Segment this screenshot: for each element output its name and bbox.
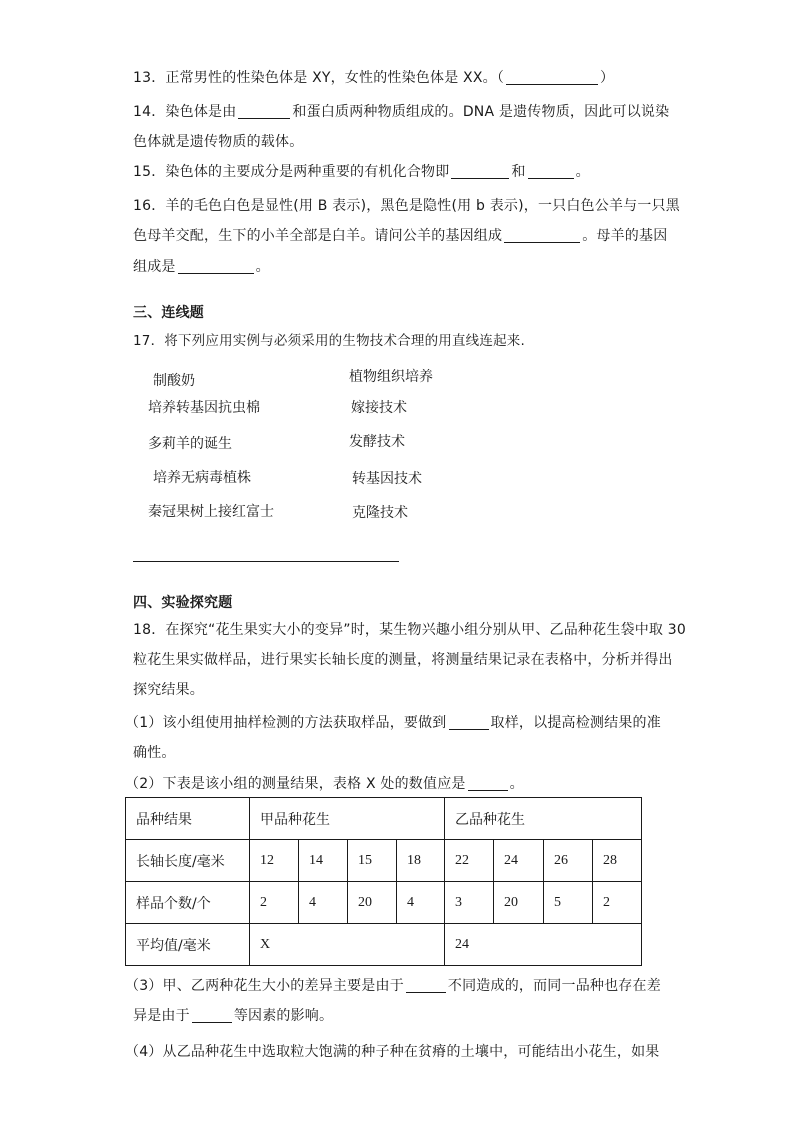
q14-text-b: 和蛋白质两种物质组成的。DNA 是遗传物质，因此可以说染 (292, 104, 670, 120)
match-left-item[interactable]: 制酸奶 (153, 373, 195, 389)
match-left-item[interactable]: 培养转基因抗虫棉 (148, 400, 260, 416)
q16-text-c: 组成是 (133, 259, 176, 275)
section-divider (133, 561, 399, 562)
table-cell: 28 (593, 840, 642, 882)
q15-answer-blank-1[interactable] (451, 164, 509, 179)
table-cell: 20 (494, 882, 544, 924)
table-cell-yi-average: 24 (445, 924, 642, 966)
table-cell: 3 (445, 882, 494, 924)
table-cell: 20 (348, 882, 397, 924)
q14-text-a: 14．染色体是由 (133, 104, 237, 120)
table-cell: 12 (250, 840, 299, 882)
table-row-label: 样品个数/个 (126, 882, 250, 924)
match-right-item[interactable]: 嫁接技术 (351, 400, 407, 416)
question-18-part3-line2 (133, 1005, 333, 1025)
table-cell: 5 (544, 882, 593, 924)
q13-text: 13．正常男性的性染色体是 XY，女性的性染色体是 XX。（ (133, 70, 505, 86)
section-title-experiment: 四、实验探究题 (133, 595, 233, 611)
q16-answer-blank-1[interactable] (504, 228, 580, 243)
question-15 (133, 161, 590, 181)
q16-text-d: 。 (255, 259, 270, 275)
table-cell: 26 (544, 840, 593, 882)
table-cell: 15 (348, 840, 397, 882)
match-left-item[interactable]: 培养无病毒植株 (153, 470, 251, 486)
section-title-matching: 三、连线题 (133, 305, 204, 321)
question-14-line2: 色体就是遗传物质的载体。 (133, 134, 304, 150)
question-18-part3 (125, 975, 661, 995)
q16-answer-blank-2[interactable] (178, 259, 254, 274)
q16-text-a: 色母羊交配，生下的小羊全部是白羊。请问公羊的基因组成 (133, 228, 503, 244)
table-row-length (126, 840, 642, 882)
match-left-item[interactable]: 多莉羊的诞生 (148, 436, 232, 452)
match-right-item[interactable]: 转基因技术 (352, 471, 422, 487)
q15-text-c: 。 (575, 164, 590, 180)
q18-p1-text-a: （1）该小组使用抽样检测的方法获取样品，要做到 (125, 715, 447, 731)
question-16-line1: 16．羊的毛色白色是显性(用 B 表示)，黑色是隐性(用 b 表示)，一只白色公羊与一只黑 (133, 198, 680, 214)
q13-end: ） (600, 70, 615, 86)
question-18-part2 (125, 773, 524, 793)
table-header-row (126, 798, 642, 840)
q15-text-a: 15．染色体的主要成分是两种重要的有机化合物即 (133, 164, 450, 180)
table-row-label: 长轴长度/毫米 (126, 840, 250, 882)
q13-answer-blank[interactable] (506, 70, 598, 85)
question-18-intro-line1: 18．在探究“花生果实大小的变异”时，某生物兴趣小组分别从甲、乙品种花生袋中取 30 (133, 622, 686, 638)
question-18-part1-line2: 确性。 (133, 745, 176, 761)
question-16-line2 (133, 225, 667, 245)
table-cell: 18 (397, 840, 445, 882)
q18-p3-answer-blank-1[interactable] (406, 978, 446, 993)
q18-p1-answer-blank[interactable] (449, 715, 489, 730)
table-header-cell: 甲品种花生 (250, 798, 445, 840)
question-14-line1 (133, 101, 669, 121)
table-cell: 24 (494, 840, 544, 882)
table-cell-jia-average: X (250, 924, 445, 966)
table-row-count (126, 882, 642, 924)
table-cell: 14 (299, 840, 348, 882)
match-right-item[interactable]: 植物组织培养 (349, 369, 433, 385)
question-18-part4: （4）从乙品种花生中选取粒大饱满的种子种在贫瘠的土壤中，可能结出小花生，如果 (125, 1044, 660, 1060)
table-row-label: 平均值/毫米 (126, 924, 250, 966)
q18-p3-text-c: 异是由于 (133, 1008, 190, 1024)
q18-p2-text-b: 。 (509, 776, 524, 792)
table-row-average (126, 924, 642, 966)
table-cell: 4 (397, 882, 445, 924)
q14-answer-blank[interactable] (238, 104, 290, 119)
table-cell: 2 (593, 882, 642, 924)
q18-p3-answer-blank-2[interactable] (192, 1008, 232, 1023)
q18-p3-text-d: 等因素的影响。 (233, 1008, 334, 1024)
results-table (125, 797, 642, 966)
question-16-line3 (133, 256, 270, 276)
q15-answer-blank-2[interactable] (528, 164, 574, 179)
question-18-intro-line3: 探究结果。 (133, 682, 204, 698)
question-18-part1 (125, 712, 661, 732)
q15-text-b: 和 (511, 164, 526, 180)
q18-p2-text-a: （2）下表是该小组的测量结果，表格 X 处的数值应是 (125, 776, 466, 792)
table-header-cell: 乙品种花生 (445, 798, 642, 840)
q18-p3-text-a: （3）甲、乙两种花生大小的差异主要是由于 (125, 978, 404, 994)
q16-text-b: 。母羊的基因 (582, 228, 668, 244)
q18-p2-answer-blank[interactable] (468, 776, 508, 791)
match-left-item[interactable]: 秦冠果树上接红富士 (148, 504, 274, 520)
table-header-cell: 品种结果 (126, 798, 250, 840)
question-17-prompt: 17．将下列应用实例与必须采用的生物技术合理的用直线连起来. (133, 333, 525, 349)
question-13 (133, 67, 614, 87)
match-right-item[interactable]: 发酵技术 (349, 434, 405, 450)
q18-p1-text-b: 取样，以提高检测结果的准 (490, 715, 661, 731)
table-cell: 2 (250, 882, 299, 924)
question-18-intro-line2: 粒花生果实做样品，进行果实长轴长度的测量，将测量结果记录在表格中，分析并得出 (133, 652, 673, 668)
match-right-item[interactable]: 克隆技术 (352, 505, 408, 521)
table-cell: 4 (299, 882, 348, 924)
q18-p3-text-b: 不同造成的，而同一品种也存在差 (447, 978, 661, 994)
table-cell: 22 (445, 840, 494, 882)
